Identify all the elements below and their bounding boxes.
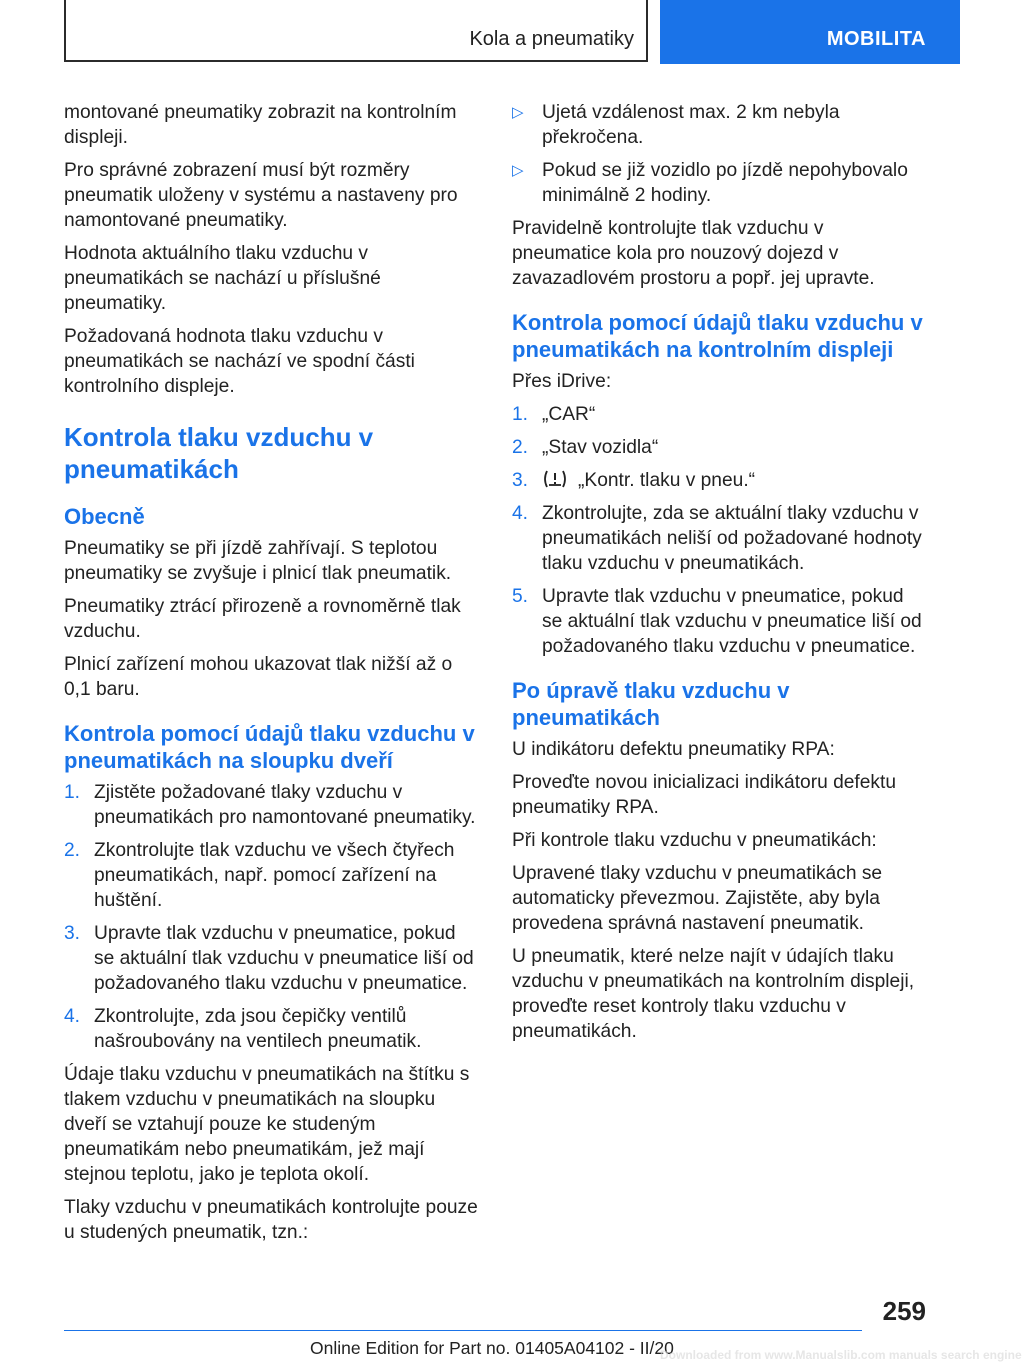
step-number: 1. [512, 404, 529, 425]
step-text: „CAR“ [542, 404, 596, 425]
paragraph: Pravidelně kontrolujte tlak vzduchu v pneumatice kola pro nouzový dojezd v zavazadlovém prostoru a popř. jej upravte. [512, 218, 875, 289]
step-text: Upravte tlak vzduchu v pneumatice, pokud se aktuální tlak vzduchu v pneumatice liší od požadovaného tlaku vzduchu v pneumatice. [542, 586, 922, 657]
step-number: 3. [64, 923, 81, 944]
step-text: Zkontrolujte tlak vzduchu ve všech čtyřech pneumatikách, např. pomocí zařízení na huštění. [94, 840, 455, 911]
paragraph: Pneumatiky ztrácí přirozeně a rovnoměrně tlak vzduchu. [64, 596, 461, 642]
list-item [512, 435, 926, 460]
paragraph: Hodnota aktuálního tlaku vzduchu v pneumatikách se nachází u příslušné pneumatiky. [64, 243, 381, 314]
subsection-heading: Kontrola pomocí údajů tlaku vzduchu v pneumatikách na sloupku dveří [64, 721, 475, 773]
step-text: „Kontr. tlaku v pneu.“ [578, 470, 756, 491]
triangle-bullet-icon: ▷ [512, 162, 524, 179]
list-item [512, 100, 926, 150]
paragraph: Požadovaná hodnota tlaku vzduchu v pneumatikách se nachází ve spodní části kontrolního displeje. [64, 326, 415, 397]
paragraph: Pro správné zobrazení musí být rozměry pneumatik uloženy v systému a nastaveny pro namontované pneumatiky. [64, 160, 458, 231]
footer-divider [64, 1330, 862, 1331]
paragraph: montované pneumatiky zobrazit na kontrolním displeji. [64, 102, 457, 148]
section-tab[interactable]: MOBILITA [660, 0, 960, 64]
condition-list [512, 100, 926, 208]
tire-pressure-warning-icon [542, 469, 568, 489]
list-item [512, 501, 926, 576]
right-column [512, 100, 926, 1052]
triangle-bullet-icon: ▷ [512, 104, 524, 121]
chapter-title: Kola a pneumatiky [469, 28, 634, 50]
paragraph: Přes iDrive: [512, 371, 612, 392]
list-item [64, 838, 478, 913]
subsection-heading: Po úpravě tlaku vzduchu v pneumatikách [512, 678, 790, 730]
paragraph: U indikátoru defektu pneumatiky RPA: [512, 739, 835, 760]
paragraph: Tlaky vzduchu v pneumatikách kontrolujte pouze u studených pneumatik, tzn.: [64, 1197, 478, 1243]
bullet-text: Pokud se již vozidlo po jízdě nepohybovalo minimálně 2 hodiny. [542, 160, 908, 206]
list-item [64, 780, 478, 830]
step-text: Zkontrolujte, zda jsou čepičky ventilů našroubovány na ventilech pneumatik. [94, 1006, 422, 1052]
list-item [512, 584, 926, 659]
list-item [64, 1004, 478, 1054]
subsection-heading: Kontrola pomocí údajů tlaku vzduchu v pneumatikách na kontrolním displeji [512, 310, 923, 362]
paragraph: Údaje tlaku vzduchu v pneumatikách na štítku s tlakem vzduchu v pneumatikách na sloupku dveří se vztahují pouze ke studeným pneumatikám nebo pneumatikám, jež mají stejnou teplotu, jako je teplota okolí. [64, 1064, 470, 1185]
step-number: 4. [64, 1006, 81, 1027]
step-number: 3. [512, 470, 529, 491]
paragraph: Pneumatiky se při jízdě zahřívají. S teplotou pneumatiky se zvyšuje i plnicí tlak pneumatik. [64, 538, 452, 584]
paragraph: Plnicí zařízení mohou ukazovat tlak nižší až o 0,1 baru. [64, 654, 453, 700]
edition-text: Online Edition for Part no. 01405A04102 - II/20 [310, 1338, 674, 1358]
paragraph: U pneumatik, které nelze najít v údajích tlaku vzduchu v pneumatikách na kontrolním displeji, proveďte reset kontroly tlaku vzduchu v pneumatikách. [512, 946, 915, 1042]
list-item [64, 921, 478, 996]
page-number: 259 [882, 1296, 926, 1326]
watermark: Downloaded from www.Manualslib.com manuals search engine [660, 1348, 1022, 1362]
step-text: „Stav vozidla“ [542, 437, 659, 458]
subsection-heading: Obecně [64, 504, 145, 529]
list-item [512, 158, 926, 208]
step-number: 5. [512, 586, 529, 607]
step-number: 2. [512, 437, 529, 458]
step-number: 4. [512, 503, 529, 524]
paragraph: Proveďte novou inicializaci indikátoru defektu pneumatiky RPA. [512, 772, 897, 818]
step-number: 2. [64, 840, 81, 861]
section-heading: Kontrola tlaku vzduchu v pneumatikách [64, 422, 374, 484]
door-steps-list [64, 780, 478, 1054]
list-item [512, 468, 926, 493]
step-text: Zkontrolujte, zda se aktuální tlaky vzduchu v pneumatikách neliší od požadované hodnoty tlaku vzduchu v pneumatikách. [542, 503, 922, 574]
paragraph: Při kontrole tlaku vzduchu v pneumatikách: [512, 830, 877, 851]
step-text: Zjistěte požadované tlaky vzduchu v pneumatikách pro namontované pneumatiky. [94, 782, 476, 828]
left-column [64, 100, 478, 1253]
paragraph: Upravené tlaky vzduchu v pneumatikách se automaticky převezmou. Zajistěte, aby byla provedena správná nastavení pneumatik. [512, 863, 883, 934]
list-item [512, 402, 926, 427]
step-number: 1. [64, 782, 81, 803]
display-steps-list [512, 402, 926, 659]
bullet-text: Ujetá vzdálenost max. 2 km nebyla překročena. [542, 102, 840, 148]
step-text: Upravte tlak vzduchu v pneumatice, pokud se aktuální tlak vzduchu v pneumatice liší od požadovaného tlaku vzduchu v pneumatice. [94, 923, 474, 994]
